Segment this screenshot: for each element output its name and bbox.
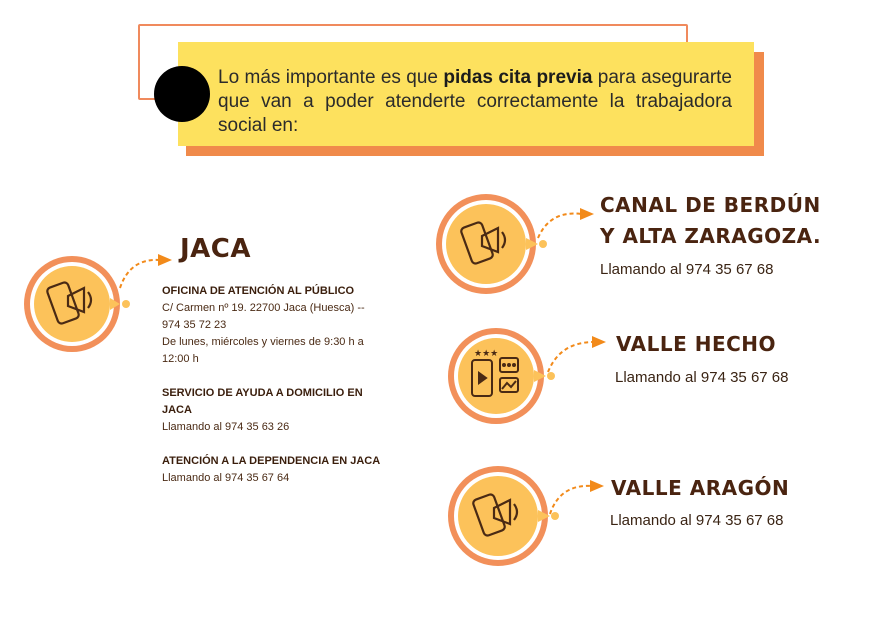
banner-bullet-dot (154, 66, 210, 122)
berdun-title-line1: CANAL DE BERDÚN (600, 193, 821, 217)
aragon-phone: Llamando al 974 35 67 68 (610, 512, 784, 529)
office-address: C/ Carmen nº 19. 22700 Jaca (Huesca) -- (162, 302, 365, 314)
berdun-title (600, 190, 821, 252)
aragon-arrow (548, 476, 610, 518)
dependency-heading: ATENCIÓN A LA DEPENDENCIA EN JACA (162, 455, 381, 467)
berdun-icon-bubble (434, 192, 538, 296)
hecho-icon-bubble (446, 326, 550, 430)
hecho-arrow (546, 334, 612, 376)
berdun-arrow (536, 202, 598, 242)
home-help-phone: Llamando al 974 35 63 26 (162, 421, 290, 433)
banner-text (218, 66, 732, 138)
banner-text-before: Lo más importante es que (218, 67, 444, 88)
banner-text-after: para asegurarte que van a poder atenderte correctamente la trabajadora social en: (218, 67, 732, 136)
hecho-phone: Llamando al 974 35 67 68 (615, 369, 789, 386)
office-phone: 974 35 72 23 (162, 319, 227, 331)
dependency-phone: Llamando al 974 35 67 64 (162, 472, 290, 484)
office-heading: OFICINA DE ATENCIÓN AL PÚBLICO (162, 285, 355, 297)
hecho-title: VALLE HECHO (616, 332, 777, 356)
berdun-title-line2: Y ALTA ZARAGOZA. (600, 224, 822, 248)
jaca-icon-bubble (22, 254, 126, 358)
berdun-phone: Llamando al 974 35 67 68 (600, 261, 774, 278)
svg-text:★★★: ★★★ (474, 349, 499, 359)
aragon-title: VALLE ARAGÓN (611, 476, 790, 500)
home-help-heading: SERVICIO DE AYUDA A DOMICILIO EN JACA (162, 387, 363, 416)
office-hours: De lunes, miércoles y viernes de 9:30 h a 12:00 h (162, 336, 364, 365)
jaca-title: JACA (180, 234, 251, 264)
aragon-icon-bubble (446, 464, 550, 568)
banner-text-bold: pidas cita previa (443, 67, 593, 88)
jaca-info (162, 283, 394, 487)
